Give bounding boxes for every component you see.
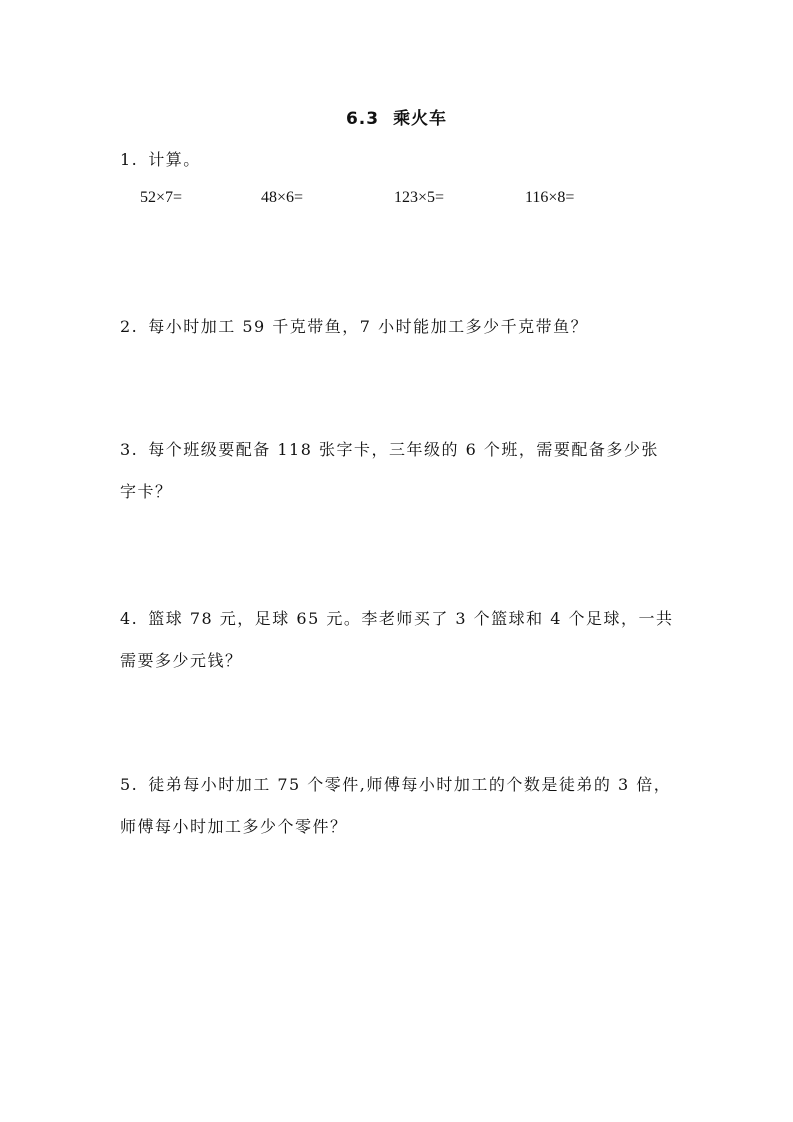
question-1 xyxy=(120,142,680,178)
question-text: 徒弟每小时加工 75 个零件,师傅每小时加工的个数是徒弟的 3 倍， xyxy=(148,775,672,794)
calculation-item: 123×5= xyxy=(394,189,445,206)
question-number: 3. xyxy=(120,440,139,459)
question-line xyxy=(120,601,680,637)
question-number: 2. xyxy=(120,317,139,336)
question-line xyxy=(120,767,680,803)
question-2 xyxy=(120,309,680,345)
calculation-item: 116×8= xyxy=(525,189,575,206)
question-5 xyxy=(120,767,680,845)
question-text: 每个班级要配备 118 张字卡，三年级的 6 个班，需要配备多少张 xyxy=(148,440,659,459)
question-3 xyxy=(120,432,680,510)
question-number: 5. xyxy=(120,775,139,794)
question-text: 每小时加工 59 千克带鱼，7 小时能加工多少千克带鱼？ xyxy=(148,317,589,336)
question-number: 4. xyxy=(120,609,139,628)
question-line: 师傅每小时加工多少个零件？ xyxy=(120,817,348,836)
question-line: 需要多少元钱？ xyxy=(120,651,243,670)
question-line xyxy=(120,432,680,468)
question-text: 计算。 xyxy=(148,150,201,169)
calculation-item: 52×7= xyxy=(140,189,183,206)
calculation-row xyxy=(0,189,793,213)
page-title xyxy=(0,104,793,129)
lesson-number: 6.3 xyxy=(345,109,380,129)
calculation-item: 48×6= xyxy=(261,189,304,206)
question-text: 篮球 78 元，足球 65 元。李老师买了 3 个篮球和 4 个足球，一共 xyxy=(148,609,674,628)
lesson-title: 乘火车 xyxy=(393,109,448,129)
question-line: 字卡？ xyxy=(120,482,173,501)
question-number: 1. xyxy=(120,150,139,169)
question-4 xyxy=(120,601,680,679)
